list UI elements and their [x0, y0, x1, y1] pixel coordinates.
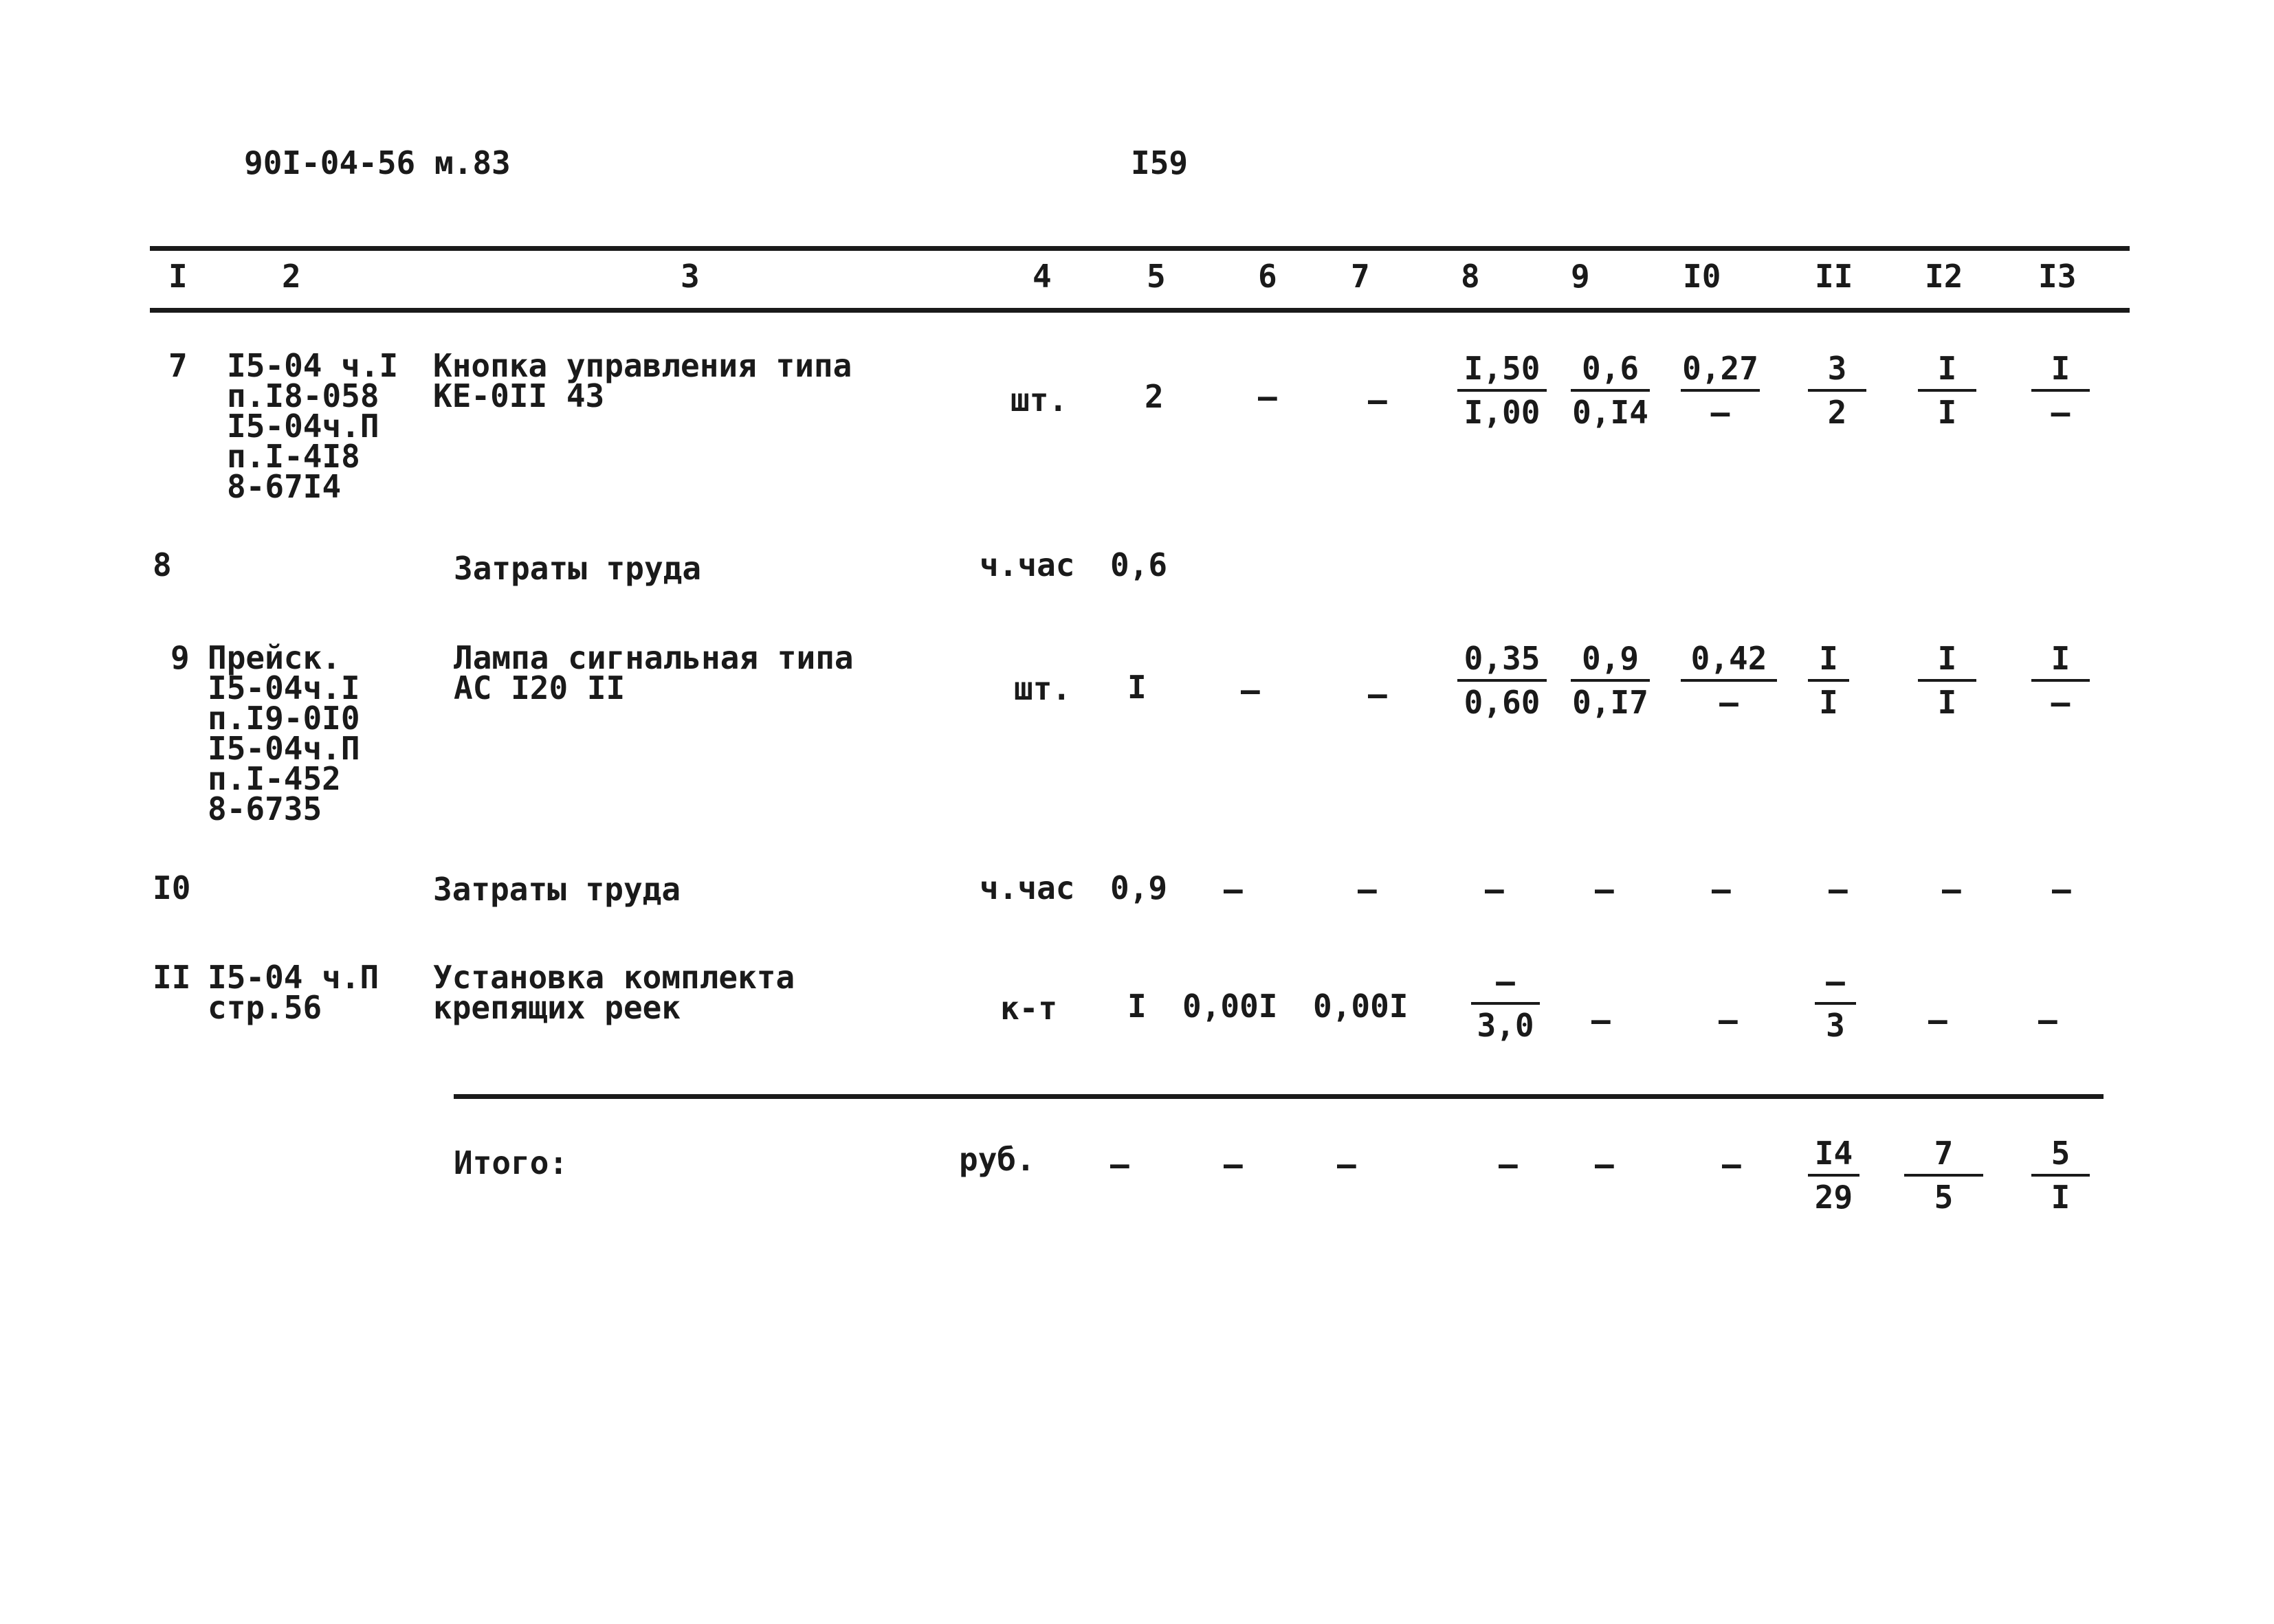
fraction-bar [1815, 1002, 1856, 1005]
row-col12: – [1928, 1001, 1947, 1038]
row-col11-fraction [1815, 962, 1856, 1045]
total-col6: – [1224, 1146, 1243, 1183]
fraction-denominator: I [1937, 684, 1957, 721]
row-col7: 0,00I [1313, 988, 1409, 1025]
row-col8: – [1485, 871, 1504, 908]
row-number: II [153, 959, 191, 996]
fraction-bar [2031, 679, 2090, 682]
table-header-rule [150, 308, 2130, 313]
fraction-bar [1681, 679, 1777, 682]
row-col12-fraction [1918, 349, 1976, 432]
row-quantity: I [1127, 988, 1147, 1025]
total-unit: руб. [959, 1141, 1035, 1178]
fraction-numerator: I [2051, 640, 2071, 677]
fraction-bar [1681, 389, 1760, 392]
col-header-7: 7 [1351, 258, 1370, 295]
row-col7: – [1358, 871, 1377, 908]
fraction-numerator: 3 [1827, 350, 1847, 387]
row-col13: – [2052, 871, 2071, 908]
fraction-numerator: – [1496, 963, 1515, 1000]
fraction-denominator: I [1819, 684, 1838, 721]
col-header-11: II [1815, 258, 1853, 295]
row-quantity: I [1127, 669, 1147, 706]
total-col11-fraction [1808, 1134, 1859, 1216]
fraction-denominator: 2 [1827, 394, 1847, 431]
fraction-denominator: – [2051, 684, 2071, 721]
fraction-numerator: I [1937, 350, 1957, 387]
row-col11-fraction [1808, 349, 1866, 432]
col-header-12: I2 [1925, 258, 1963, 295]
row-col6: 0,00I [1182, 988, 1278, 1025]
row-number: 7 [168, 347, 188, 384]
page-number: I59 [1131, 144, 1189, 181]
fraction-denominator: – [2051, 394, 2071, 431]
row-number: I0 [153, 869, 191, 906]
row-col9: – [1591, 1001, 1611, 1038]
fraction-numerator: 0,27 [1682, 350, 1758, 387]
total-label: Итого: [454, 1144, 568, 1181]
total-col7: – [1337, 1146, 1356, 1183]
row-col9-fraction [1571, 349, 1650, 432]
row-col13-fraction [2031, 639, 2090, 722]
row-description: Установка комплекта крепящих реек [433, 959, 795, 1026]
row-col10: – [1712, 871, 1731, 908]
fraction-denominator: I [2051, 1179, 2071, 1216]
row-col7: – [1368, 676, 1387, 713]
fraction-denominator: – [1719, 684, 1738, 721]
fraction-numerator: 0,35 [1464, 640, 1541, 677]
col-header-6: 6 [1258, 258, 1277, 295]
fraction-bar [1457, 389, 1547, 392]
fraction-denominator: 29 [1814, 1179, 1853, 1216]
row-reference: I5-04 ч.I п.I8-058 I5-04ч.П п.I-4I8 8-67I4 [227, 347, 399, 505]
row-col12: – [1942, 871, 1961, 908]
row-col13: – [2038, 1001, 2057, 1038]
fraction-numerator: I [1819, 640, 1838, 677]
total-col10: – [1722, 1146, 1741, 1183]
fraction-numerator: I [1937, 640, 1957, 677]
fraction-numerator: – [1826, 963, 1845, 1000]
row-col6: – [1241, 671, 1260, 709]
row-reference: Прейск. I5-04ч.I п.I9-0I0 I5-04ч.П п.I-452 8-6735 [208, 639, 360, 827]
fraction-numerator: 5 [2051, 1135, 2071, 1172]
fraction-numerator: 0,42 [1690, 640, 1767, 677]
fraction-bar [1571, 679, 1650, 682]
fraction-numerator: I [2051, 350, 2071, 387]
row-unit: к-т [1000, 990, 1058, 1027]
table-top-rule [150, 246, 2130, 251]
row-quantity: 0,6 [1110, 546, 1168, 583]
row-unit: шт. [1014, 670, 1072, 707]
fraction-denominator: 5 [1934, 1179, 1954, 1216]
col-header-13: I3 [2038, 258, 2077, 295]
row-unit: шт. [1011, 381, 1068, 419]
row-col13-fraction [2031, 349, 2090, 432]
fraction-bar [1808, 1174, 1859, 1177]
fraction-bar [1808, 679, 1849, 682]
fraction-denominator: – [1710, 394, 1730, 431]
fraction-bar [1571, 389, 1650, 392]
fraction-bar [1457, 679, 1547, 682]
col-header-8: 8 [1461, 258, 1480, 295]
fraction-numerator: I,50 [1464, 350, 1541, 387]
col-header-3: 3 [681, 258, 700, 295]
total-separator-rule [454, 1094, 2104, 1099]
fraction-denominator: I,00 [1464, 394, 1541, 431]
row-col10-fraction [1681, 639, 1777, 722]
row-col7: – [1368, 381, 1387, 419]
document-code: 90I-04-56 м.83 [244, 144, 511, 181]
row-quantity: 0,9 [1110, 869, 1168, 906]
fraction-bar [1904, 1174, 1983, 1177]
col-header-9: 9 [1571, 258, 1590, 295]
row-number: 9 [170, 639, 190, 676]
row-col10: – [1719, 1001, 1738, 1038]
row-description: Затраты труда [454, 550, 702, 587]
row-col11-fraction [1808, 639, 1849, 722]
row-description: Кнопка управления типа КЕ-0II 43 [433, 347, 852, 414]
col-header-4: 4 [1033, 258, 1052, 295]
fraction-bar [1918, 679, 1976, 682]
row-col10-fraction [1681, 349, 1760, 432]
fraction-numerator: 0,6 [1581, 350, 1640, 387]
row-col6: – [1224, 871, 1243, 908]
fraction-denominator: 3 [1826, 1007, 1845, 1044]
fraction-denominator: 0,60 [1464, 684, 1541, 721]
fraction-numerator: 0,9 [1581, 640, 1640, 677]
total-col5: – [1110, 1146, 1129, 1183]
col-header-5: 5 [1147, 258, 1166, 295]
fraction-bar [1918, 389, 1976, 392]
row-number: 8 [153, 546, 172, 583]
row-description: Затраты труда [433, 871, 681, 908]
row-col8-fraction [1457, 639, 1547, 722]
row-col12-fraction [1918, 639, 1976, 722]
fraction-denominator: 3,0 [1477, 1007, 1534, 1044]
row-unit: ч.час [980, 546, 1075, 583]
row-col6: – [1258, 378, 1277, 415]
row-quantity: 2 [1145, 378, 1164, 415]
fraction-denominator: 0,I7 [1572, 684, 1648, 721]
fraction-denominator: I [1937, 394, 1957, 431]
total-col13-fraction [2031, 1134, 2090, 1216]
fraction-bar [2031, 389, 2090, 392]
row-reference: I5-04 ч.П стр.56 [208, 959, 379, 1026]
fraction-numerator: I4 [1814, 1135, 1853, 1172]
fraction-bar [1808, 389, 1866, 392]
row-col8-fraction [1457, 349, 1547, 432]
col-header-1: I [168, 258, 188, 295]
row-col11: – [1829, 871, 1848, 908]
row-col9: – [1595, 871, 1614, 908]
row-description: Лампа сигнальная типа АС I20 II [454, 639, 854, 707]
total-col8: – [1499, 1146, 1518, 1183]
total-col12-fraction [1904, 1134, 1983, 1216]
col-header-2: 2 [282, 258, 301, 295]
row-unit: ч.час [980, 869, 1075, 906]
fraction-numerator: 7 [1934, 1135, 1954, 1172]
fraction-denominator: 0,I4 [1572, 394, 1648, 431]
fraction-bar [1471, 1002, 1540, 1005]
total-col9: – [1595, 1146, 1614, 1183]
row-col9-fraction [1571, 639, 1650, 722]
col-header-10: I0 [1683, 258, 1721, 295]
fraction-bar [2031, 1174, 2090, 1177]
row-col8-fraction [1471, 962, 1540, 1045]
